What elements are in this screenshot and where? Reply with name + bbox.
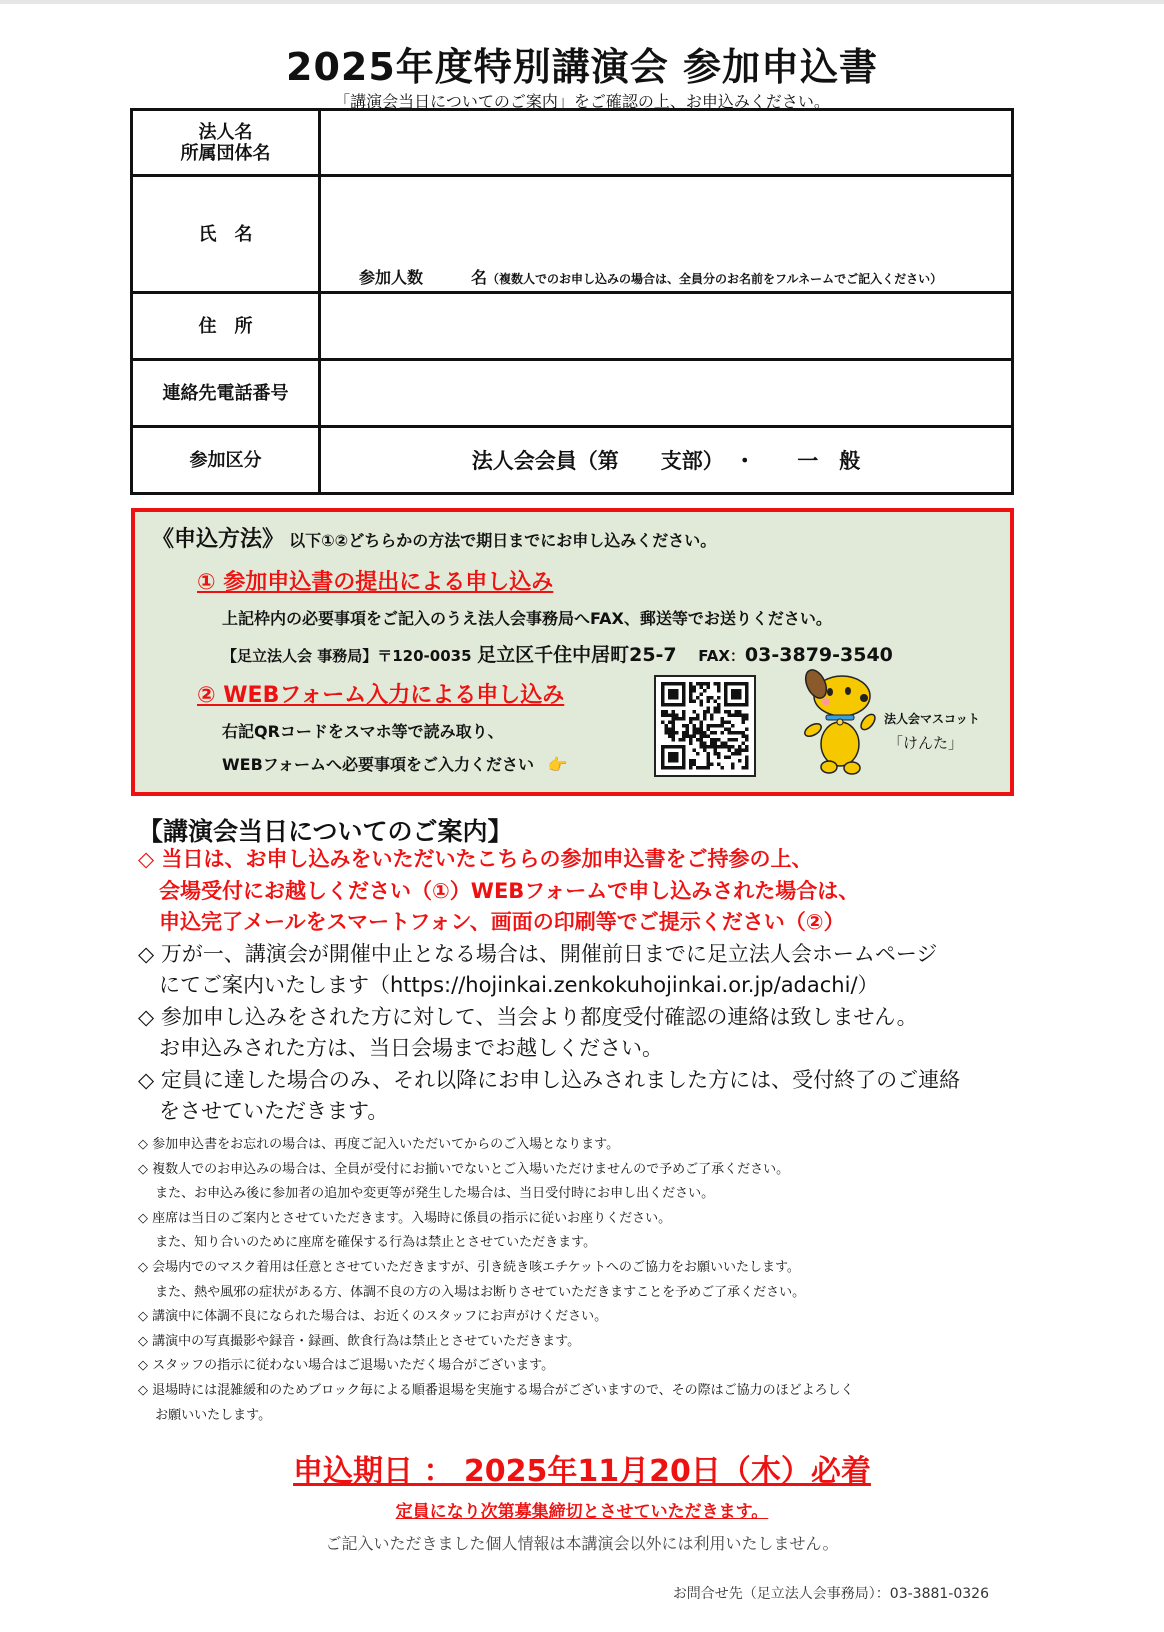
category-label: 参加区分 (132, 427, 320, 494)
address-field[interactable] (320, 293, 1013, 360)
page-top-border (0, 0, 1164, 4)
guide-detail-note: お願いいたします。 (138, 1407, 272, 1423)
capacity-notice: 定員になり次第募集締切とさせていただきます。 (395, 1502, 769, 1522)
method-2-description-1: 右記QRコードをスマホ等で読み取り、 (222, 722, 504, 741)
organization-field[interactable] (320, 110, 1013, 176)
method-intro: 以下①②どちらかの方法で期日までにお申し込みください。 (289, 531, 717, 550)
office-label: 【足立法人会 事務局】〒120-0035 (222, 647, 472, 665)
method-2-title: ② WEBフォーム入力による申し込み (197, 683, 565, 708)
deadline-text: 申込期日 ： 2025年11月20日（木）必着 (293, 1454, 871, 1489)
guide-main-note: 会場受付にお越しください（①）WEBフォームで申し込みされた場合は、 (138, 878, 860, 903)
name-field[interactable] (320, 176, 1013, 293)
page-subtitle: 「講演会当日についてのご案内」をご確認の上、お申込みください。 (334, 92, 830, 111)
guide-main-note: ◇ 当日は、お申し込みをいただいたこちらの参加申込書をご持参の上、 (138, 847, 813, 871)
privacy-notice: ご記入いただきました個人情報は本講演会以外には利用いたしません。 (325, 1534, 839, 1553)
participant-count-label: 参加人数 名 (359, 268, 488, 287)
form-row-name (132, 176, 1013, 293)
page-title: 2025年度特別講演会 参加申込書 (286, 45, 878, 89)
guide-detail-note: また、知り合いのために座席を確保する行為は禁止とさせていただきます。 (138, 1235, 597, 1251)
guide-detail-note: ◇ 複数人でのお申込みの場合は、全員が受付にお揃いでないとご入場いただけませんので予めご了承ください。 (138, 1161, 790, 1177)
participant-count-note: （複数人でのお申し込みの場合は、全員分のお名前をフルネームでご記入ください） (487, 272, 943, 286)
phone-label: 連絡先電話番号 (132, 360, 320, 427)
address-label: 住 所 (132, 293, 320, 360)
qr-code-pattern (656, 677, 754, 775)
office-info (222, 640, 893, 667)
guide-detail-note: ◇ 講演中に体調不良になられた場合は、お近くのスタッフにお声がけください。 (138, 1309, 608, 1325)
guide-main-note: お申込みされた方は、当日会場までお越しください。 (138, 1036, 663, 1060)
form-row-phone (132, 360, 1013, 427)
guide-main-note: をさせていただきます。 (138, 1099, 389, 1123)
guide-main-note: ◇ 参加申し込みをされた方に対して、当会より都度受付確認の連絡は致しません。 (138, 1004, 918, 1029)
mascot-kenta-image (796, 664, 886, 776)
guide-detail-note: ◇ 退場時には混雑緩和のためブロック毎による順番退場を実施する場合がございますので、その際はご協力のほどよろしく (138, 1383, 854, 1398)
guide-main-note: ◇ 万が一、講演会が開催中止となる場合は、開催前日までに足立法人会ホームページ (138, 941, 938, 966)
phone-field[interactable] (320, 360, 1013, 427)
guide-detail-note: ◇ 講演中の写真撮影や録音・録画、飲食行為は禁止とさせていただきます。 (138, 1333, 581, 1349)
method-2-description-2: WEBフォームへ必要事項をご入力ください 👉 (222, 755, 568, 774)
office-address: 足立区千住中居町25-7 (477, 644, 677, 666)
guide-detail-note: ◇ 会場内でのマスク着用は任意とさせていただきますが、引き続き咳エチケットへのご協力をお願いいたします。 (138, 1260, 800, 1275)
guide-main-note: にてご案内いたします（https://hojinkai.zenkokuhojinkai.or.jp/adachi/） (138, 973, 879, 997)
guide-detail-note: また、お申込み後に参加者の追加や変更等が発生した場合は、当日受付時にお申し出ください。 (138, 1186, 715, 1202)
mascot-name: 「けんた」 (888, 734, 964, 752)
guide-main-note: 申込完了メールをスマートフォン、画面の印刷等でご提示ください（②） (138, 910, 845, 934)
organization-label: 法人名 所属団体名 (132, 110, 320, 176)
guide-detail-note: また、熱や風邪の症状がある方、体調不良の方の入場はお断りさせていただきますことを予めご了承ください。 (138, 1284, 806, 1300)
pointing-hand-icon: 👉 (547, 755, 568, 774)
contact-info: お問合せ先（足立法人会事務局）：03-3881-0326 (672, 1586, 989, 1602)
fax-number: 03-3879-3540 (744, 644, 893, 666)
fax-label: FAX： (698, 647, 745, 665)
guide-detail-note: ◇ 座席は当日のご案内とさせていただきます。入場時に係員の指示に従いお座りください。 (138, 1210, 672, 1226)
guide-detail-note: ◇ 参加申込書をお忘れの場合は、再度ご記入いただいてからのご入場となります。 (138, 1137, 620, 1152)
participant-count (359, 265, 942, 288)
form-row-address (132, 293, 1013, 360)
guide-heading: 【講演会当日についてのご案内】 (138, 817, 513, 846)
category-options[interactable]: 法人会会員（第 支部） ・ 一 般 (320, 427, 1013, 494)
name-label: 氏 名 (132, 176, 320, 293)
mascot-label: 法人会マスコット (884, 712, 980, 726)
method-heading-line (152, 522, 716, 553)
method-1-description: 上記枠内の必要事項をご記入のうえ法人会事務局へFAX、郵送等でお送りください。 (222, 609, 832, 628)
application-form (130, 108, 1014, 495)
guide-detail-note: ◇ スタッフの指示に従わない場合はご退場いただく場合がございます。 (138, 1358, 555, 1374)
method-1-title: ① 参加申込書の提出による申し込み (197, 570, 554, 595)
qr-code[interactable] (654, 675, 756, 777)
form-row-organization (132, 110, 1013, 176)
guide-main-note: ◇ 定員に達した場合のみ、それ以降にお申し込みされました方には、受付終了のご連絡 (138, 1067, 961, 1092)
form-row-category (132, 427, 1013, 494)
method-heading: 《申込方法》 (152, 527, 285, 552)
